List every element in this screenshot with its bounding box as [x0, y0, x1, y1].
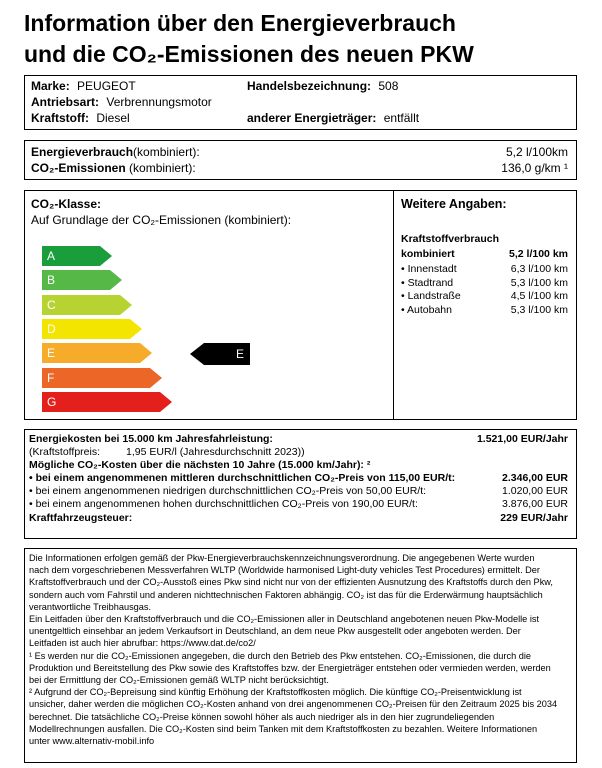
class-letter: B	[47, 273, 56, 288]
co2-class-box	[24, 190, 394, 420]
niedrig-value: 1.020,00 EUR	[502, 485, 568, 497]
antrieb-row	[31, 95, 212, 109]
handel-value: 508	[378, 79, 399, 93]
weitere-row-value: 6,3 l/100 km	[510, 263, 568, 275]
weitere-row-value: 5,3 l/100 km	[510, 303, 568, 316]
class-arrow-c	[42, 295, 132, 315]
co2-suffix: (kombiniert):	[125, 161, 196, 175]
disclaimer-line: berechnet. Die tatsächliche CO₂-Preise können sowohl höher als auch niedriger als in den hier zugrundeliegenden	[29, 711, 495, 722]
class-arrow-d	[42, 319, 142, 339]
weitere-heading: Weitere Angaben:	[401, 197, 507, 211]
co2-class-subheading: Auf Grundlage der CO₂-Emissionen (kombiniert):	[31, 213, 292, 227]
co2-row	[31, 161, 196, 175]
consumption-box	[24, 140, 577, 180]
class-arrow-shape	[42, 319, 142, 339]
energiekosten-value: 1.521,00 EUR/Jahr	[476, 433, 568, 445]
kraftstoffpreis-label: (Kraftstoffpreis:	[29, 446, 100, 458]
weitere-row-label: • Innenstadt	[401, 263, 457, 275]
disclaimer-line: Produktion und Bereitstellung des Pkw sowie des Kraftstoffes bzw. der Energieträger entstehen oder vermieden werden, werden	[29, 662, 551, 673]
mittel-value: 2.346,00 EUR	[502, 472, 568, 484]
co2-value: 136,0 g/km ¹	[501, 161, 568, 175]
class-letter: G	[47, 394, 57, 409]
anderer-label: anderer Energieträger:	[247, 111, 377, 125]
energie-suffix: (kombiniert):	[133, 145, 200, 159]
class-arrow-g	[42, 392, 172, 412]
class-letter: F	[47, 370, 55, 385]
weitere-row-value: 5,3 l/100 km	[510, 276, 568, 289]
title-line-1: Information über den Energieverbrauch	[24, 10, 456, 36]
page-title	[24, 8, 474, 70]
energie-row	[31, 145, 200, 159]
weitere-angaben-box	[393, 190, 577, 420]
kraftstoff-value: Diesel	[96, 111, 130, 125]
energie-value: 5,2 l/100km	[505, 145, 568, 159]
weitere-row-label: • Stadtrand	[401, 276, 454, 289]
mittel-label: bei einem angenommenen mittleren durchschnittlichen CO₂-Preis von 115,00 EUR/t:	[35, 472, 456, 484]
disclaimer-line: ¹ Es werden nur die CO₂-Emissionen angegeben, die durch den Betrieb des Pkw entstehen. CO₂-Emissionen, die durch die	[29, 650, 531, 661]
weitere-row-label: • Autobahn	[401, 303, 452, 316]
disclaimer-line: unsicher, daher werden die möglichen CO₂-Kosten anhand von drei angenommenen CO₂-Preisen für den Zeitraum 2025 bis 2034	[29, 699, 558, 710]
class-letter: A	[47, 249, 56, 263]
class-letter: D	[47, 321, 56, 336]
disclaimer-line: Leitfaden ist auch hier abrufbar: https://www.dat.de/co2/	[29, 638, 256, 649]
antrieb-value: Verbrennungsmotor	[106, 95, 212, 109]
weitere-label: Autobahn	[407, 303, 452, 316]
weitere-subheading: Kraftstoffverbrauch	[401, 233, 500, 245]
kraftstoff-label: Kraftstoff:	[31, 111, 89, 125]
class-arrow-shape	[42, 343, 152, 363]
niedrig-row: • bei einem angenommenen niedrigen durchschnittlichen CO₂-Preis von 50,00 EUR/t:	[29, 485, 427, 497]
disclaimer-line: ² Aufgrund der CO₂-Bepreisung sind künftig Erhöhung der Kraftstoffkosten möglich. Die künftige CO₂-Preisentwicklung ist	[29, 687, 522, 698]
co2-kosten-heading: Mögliche CO₂-Kosten über die nächsten 10 Jahre (15.000 km/Jahr): ²	[29, 459, 371, 471]
class-arrow-shape	[42, 368, 162, 388]
disclaimer-line: bei der Ermittlung der CO₂-Emissionen gemäß WLTP nicht berücksichtigt.	[29, 675, 329, 686]
steuer-value: 229 EUR/Jahr	[500, 512, 568, 524]
class-arrow-b	[42, 270, 122, 290]
disclaimer-line: Ein Leitfaden über den Kraftstoffverbrauch und die CO₂-Emissionen aller in Deutschland angebotenen neuen Pkw-Modelle ist	[29, 614, 540, 625]
marke-value: PEUGEOT	[77, 79, 136, 93]
class-arrow-shape	[42, 392, 172, 412]
class-letter: C	[47, 297, 56, 312]
anderer-value: entfällt	[383, 111, 420, 125]
hoch-value: 3.876,00 EUR	[502, 498, 568, 510]
kombiniert-label: kombiniert	[401, 248, 455, 260]
disclaimer-line: sondern auch vom Fahrstil und anderen nichttechnischen Faktoren abhängig. CO₂ ist das für die Erderwärmung hauptsächlich	[29, 589, 543, 600]
co2-label: CO₂-Emissionen	[31, 161, 126, 175]
co2-class-heading: CO₂-Klasse:	[31, 197, 102, 211]
costs-box	[24, 429, 577, 539]
current-class-label: E	[236, 347, 245, 361]
mittel-row: • bei einem angenommenen mittleren durchschnittlichen CO₂-Preis von 115,00 EUR/t:	[29, 472, 456, 484]
disclaimer-line: Die Informationen erfolgen gemäß der Pkw-Energieverbrauchskennzeichnungsverordnung. Die angegebenen Werte wurden	[29, 553, 535, 563]
handel-label: Handelsbezeichnung:	[247, 79, 372, 93]
disclaimer-line: unentgeltlich einsehbar an jedem Verkaufsort in Deutschland, an dem neue Pkw ausgestellt oder angeboten werden. Der	[29, 626, 521, 637]
weitere-row-label: • Landstraße	[401, 290, 461, 302]
hoch-row: • bei einem angenommenen hohen durchschnittlichen CO₂-Preis von 190,00 EUR/t:	[29, 498, 418, 510]
hoch-label: bei einem angenommenen hohen durchschnittlichen CO₂-Preis von 190,00 EUR/t:	[35, 498, 418, 510]
class-letter: E	[47, 346, 56, 361]
class-arrow-e	[42, 343, 152, 363]
weitere-label: Stadtrand	[407, 276, 454, 289]
class-arrow-a	[42, 246, 112, 266]
weitere-label: Innenstadt	[407, 263, 457, 275]
energiekosten-label: Energiekosten bei 15.000 km Jahresfahrleistung:	[29, 433, 273, 445]
disclaimer-line: unter www.alternativ-mobil.info	[29, 736, 155, 747]
disclaimer-text	[29, 552, 557, 747]
weitere-label: Landstraße	[407, 290, 461, 302]
weitere-row-value: 4,5 l/100 km	[510, 290, 568, 302]
kombiniert-value: 5,2 l/100 km	[509, 248, 568, 260]
marke-row	[31, 79, 136, 93]
anderer-row	[247, 111, 419, 125]
kraftstoff-row	[31, 111, 130, 125]
energie-label: Energieverbrauch	[31, 145, 134, 159]
class-arrow-f	[42, 368, 162, 388]
disclaimer-line: nach dem vorgeschriebenen Messverfahren WLTP (Worldwide harmonised Light-duty vehicles Test Procedures) ermittelt. Der	[29, 565, 540, 576]
title-line-2: und die CO₂-Emissionen des neuen PKW	[24, 41, 474, 67]
disclaimer-box	[24, 548, 577, 763]
marke-label: Marke:	[31, 79, 70, 93]
niedrig-label: bei einem angenommenen niedrigen durchschnittlichen CO₂-Preis von 50,00 EUR/t:	[35, 485, 427, 497]
handel-row	[247, 79, 398, 93]
current-class-marker	[190, 343, 250, 365]
antrieb-label: Antriebsart:	[31, 95, 100, 109]
steuer-label: Kraftfahrzeugsteuer:	[29, 512, 133, 524]
disclaimer-line: Modellrechnungen ausfallen. Die CO₂-Kosten sind beim Tanken mit dem Kraftstoffkosten zu bezahlen. Weitere Informationen	[29, 723, 538, 734]
kraftstoffpreis-value: 1,95 EUR/l (Jahresdurchschnitt 2023))	[126, 446, 305, 458]
disclaimer-line: Kraftstoffverbrauch und der CO₂-Ausstoß eines Pkw sind nicht nur von der effizienten Ausnutzung des Kraftstoffs durch den Pkw,	[29, 577, 553, 588]
vehicle-info-box	[24, 75, 577, 130]
disclaimer-line: verantwortliche Treibhausgas.	[29, 601, 152, 612]
